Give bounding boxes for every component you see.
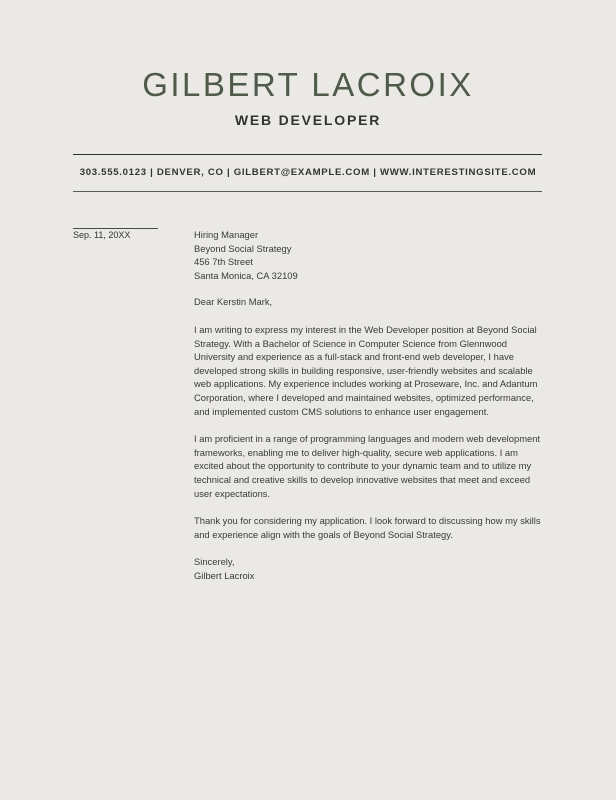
letter-date: Sep. 11, 20XX: [73, 230, 131, 240]
letter-body: [194, 228, 544, 582]
header-bottom-divider: [73, 191, 542, 192]
header-top-divider: [73, 154, 542, 155]
body-paragraph-3: Thank you for considering my application. I look forward to discussing how my skills and experience align with the goals of Beyond Social Strategy.: [194, 515, 541, 540]
job-title: WEB DEVELOPER: [234, 112, 382, 128]
body-paragraph-2: I am proficient in a range of programming languages and modern web development frameworks, enabling me to deliver high-quality, secure web applications. I am excited about the opportunity to contribute to your dynamic team and to utilize my technical and creative skills to develop innovative websites that meet and exceed user expectations.: [194, 433, 541, 499]
recipient-company: Beyond Social Strategy: [194, 242, 292, 254]
applicant-name: GILBERT LACROIX: [142, 66, 474, 103]
contact-line: 303.555.0123 | DENVER, CO | GILBERT@EXAMPLE.COM | WWW.INTERESTINGSITE.COM: [79, 167, 537, 178]
recipient-street: 456 7th Street: [194, 256, 253, 268]
signature: Gilbert Lacroix: [194, 569, 255, 581]
salutation: Dear Kerstin Mark,: [194, 296, 273, 308]
recipient-block: [194, 228, 544, 282]
closing: Sincerely,: [194, 556, 235, 568]
closing-block: [194, 555, 544, 582]
recipient-city: Santa Monica, CA 32109: [194, 269, 298, 281]
body-paragraph-1: I am writing to express my interest in the Web Developer position at Beyond Social Strategy. With a Bachelor of Science in Computer Science from Glennwood University and experience as a full-stack and front-end web developer, I have developed strong skills in building responsive, user-friendly websites and scalable web applications. My experience includes working at Proseware, Inc. and Adantum Corporation, where I developed and maintained websites, optimized performance, and implemented custom CMS solutions to enhance user engagement.: [194, 323, 538, 417]
recipient-name: Hiring Manager: [194, 229, 259, 240]
